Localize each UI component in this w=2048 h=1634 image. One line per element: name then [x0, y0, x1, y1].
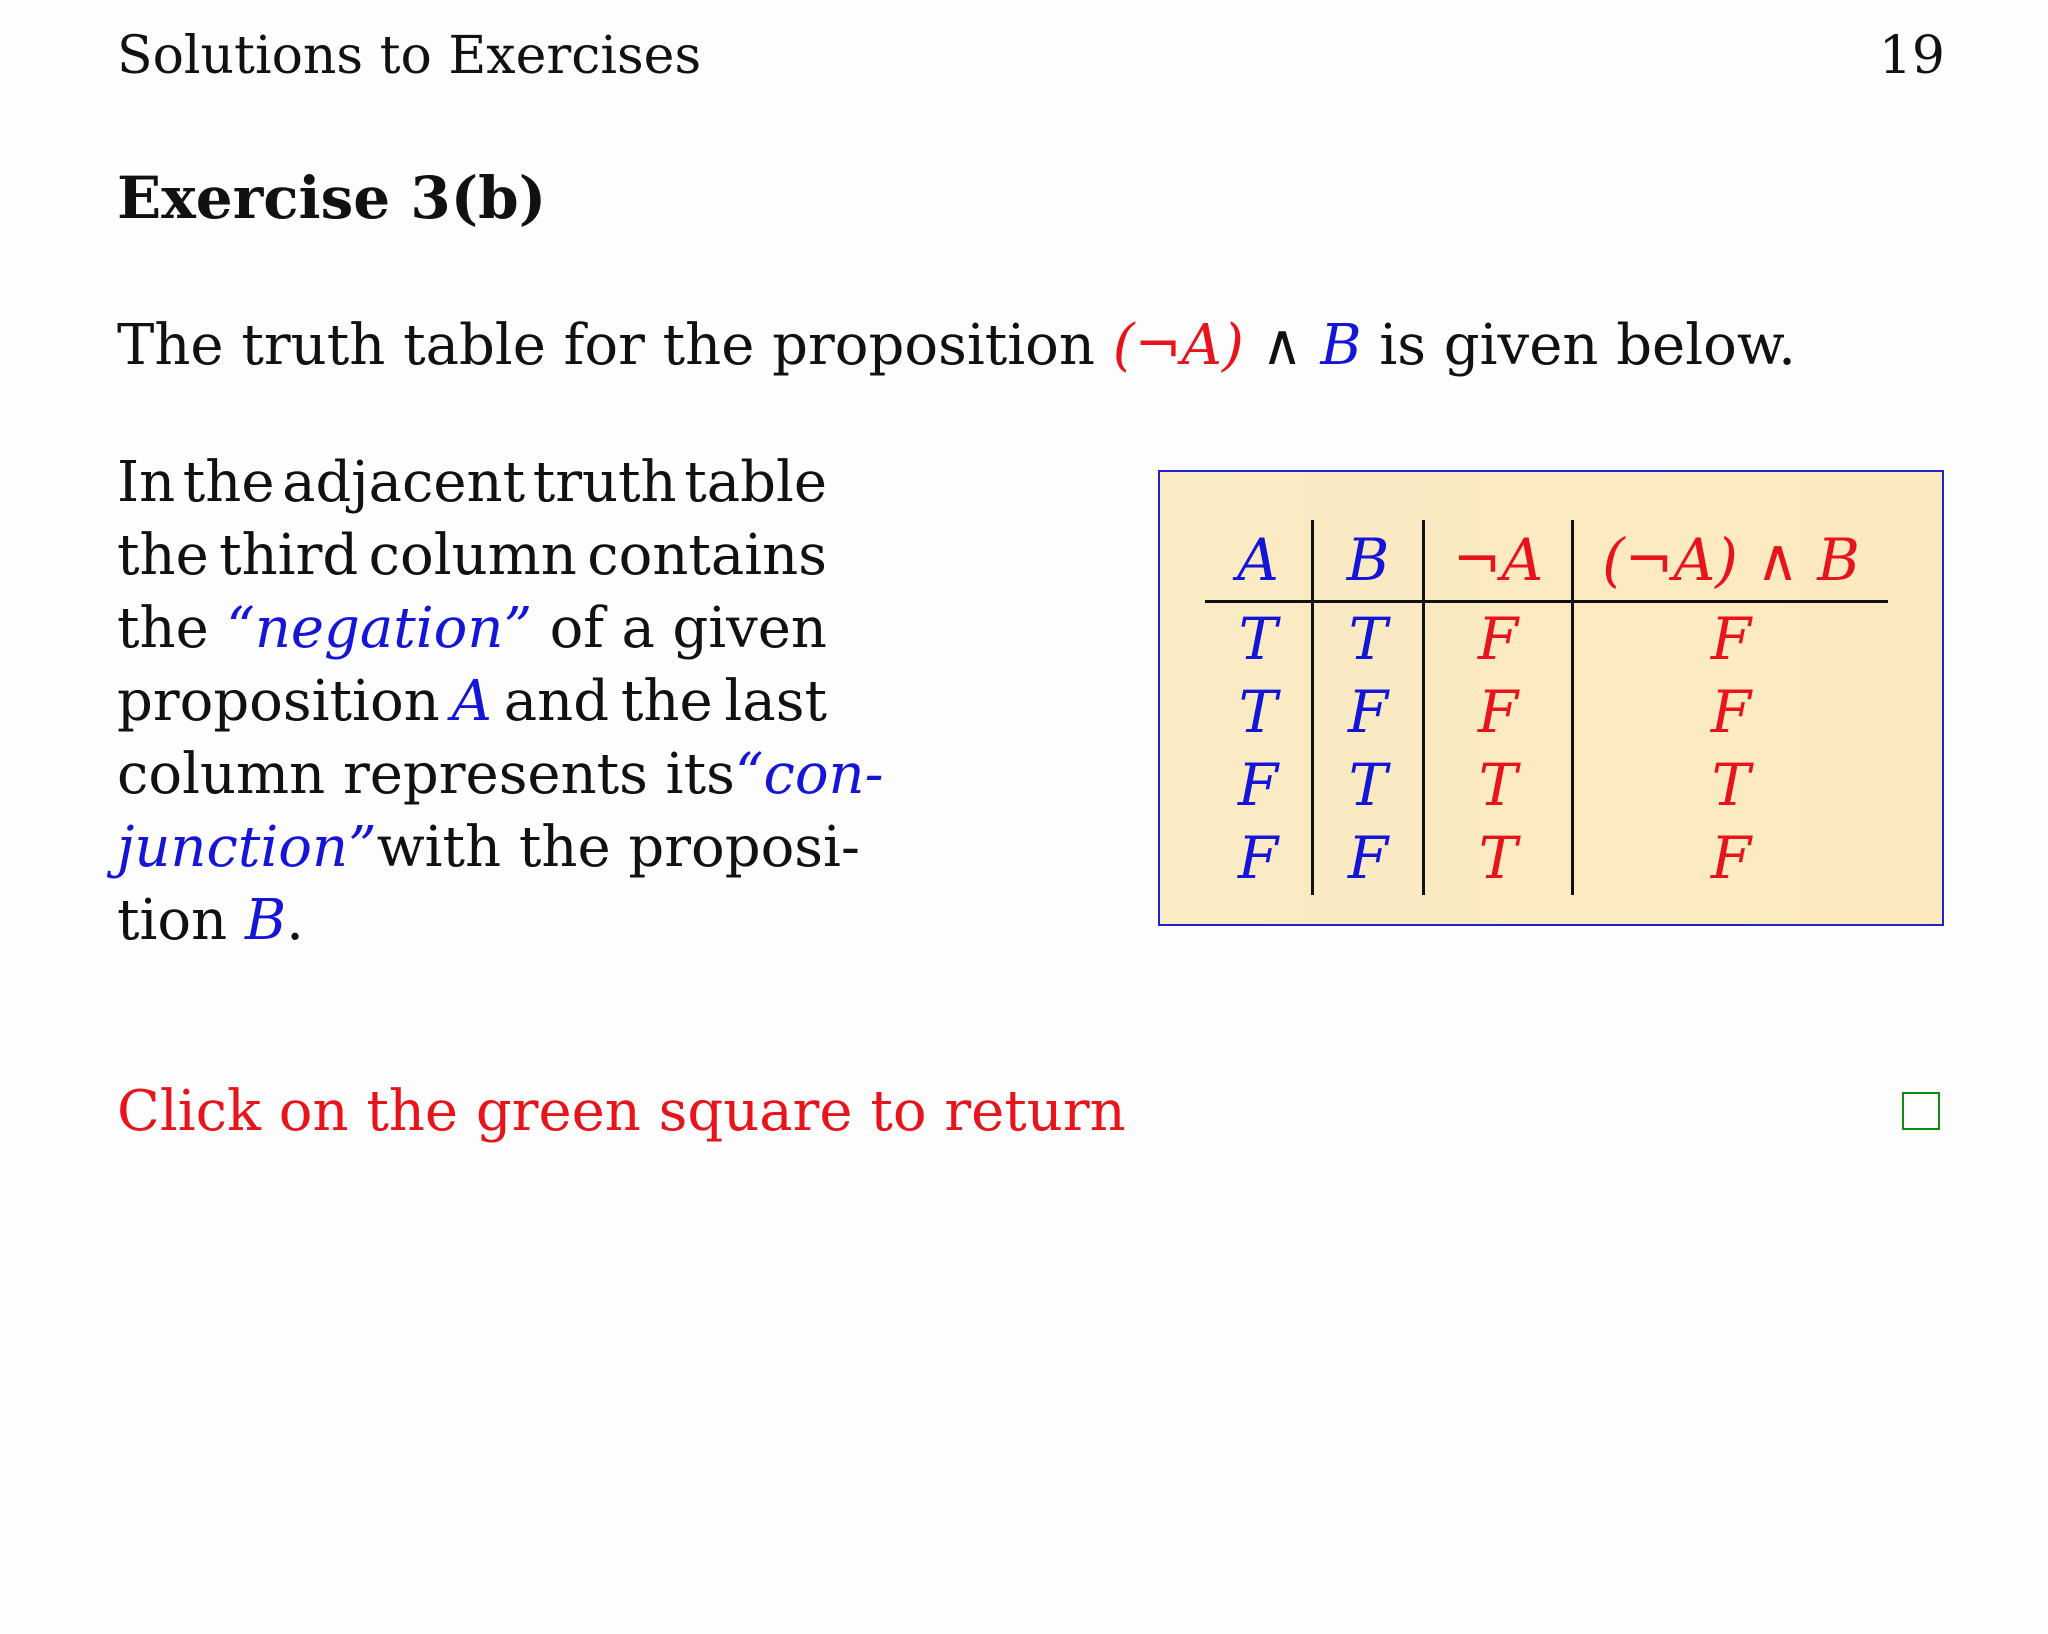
header-not-a-and-b: (¬A) ∧ B [1573, 520, 1889, 602]
intro-sentence [117, 310, 1796, 382]
truth-table [1205, 520, 1888, 895]
table-cell: T [1313, 749, 1424, 822]
running-head: Solutions to Exercises [117, 26, 702, 86]
explanation-paragraph [117, 446, 884, 957]
word: the [182, 450, 275, 515]
word: and [503, 669, 610, 734]
word: adjacent [282, 450, 526, 515]
paragraph-line [117, 884, 827, 957]
word: In [117, 450, 176, 515]
proposition-b-ref: B [245, 888, 287, 953]
paragraph-line [117, 592, 827, 665]
text: tion [117, 888, 245, 953]
period: . [286, 888, 304, 953]
table-cell: F [1710, 824, 1752, 892]
return-instruction: Click on the green square to return [117, 1079, 1126, 1144]
word: the [620, 669, 713, 734]
table-cell: F [1424, 602, 1573, 677]
proposition-b: B [1320, 313, 1362, 378]
table-cell: F [1205, 749, 1313, 822]
table-row [1205, 749, 1888, 822]
table-cell: T [1313, 602, 1424, 677]
word: the [117, 523, 209, 588]
table-cell: T [1424, 822, 1573, 895]
exercise-title: Exercise 3(b) [117, 164, 547, 232]
word: the [117, 596, 209, 661]
table-row [1205, 676, 1888, 749]
negation-term: “negation” [226, 596, 533, 661]
paragraph-line [117, 519, 827, 592]
word: of [549, 596, 605, 661]
proposition-a: A [451, 669, 492, 734]
word: given [672, 596, 827, 661]
header-b: B [1313, 520, 1424, 602]
conjunction-term-start: “con- [734, 742, 884, 807]
table-row [1205, 822, 1888, 895]
header-a: A [1205, 520, 1313, 602]
intro-text-before: The truth table for the proposition [117, 313, 1113, 378]
table-cell: T [1711, 751, 1751, 819]
word: third [219, 523, 359, 588]
table-header-row [1205, 520, 1888, 602]
truth-table-box [1158, 470, 1944, 926]
paragraph-line [117, 446, 827, 519]
table-cell: T [1424, 749, 1573, 822]
conjunction-term-end: junction” [117, 815, 377, 880]
page-number: 19 [1878, 26, 1945, 86]
table-cell: T [1205, 676, 1313, 749]
conjunction-symbol: ∧ [1243, 313, 1321, 378]
table-cell: F [1710, 678, 1752, 746]
word: proposition [117, 669, 440, 734]
word: table [684, 450, 827, 515]
word: last [724, 669, 827, 734]
text: with the proposi- [376, 815, 860, 880]
proposition-negation: (¬A) [1112, 313, 1244, 378]
word: a [621, 596, 655, 661]
word: contains [587, 523, 827, 588]
return-green-square-button[interactable] [1902, 1092, 1940, 1130]
paragraph-line [117, 811, 860, 884]
intro-text-after: is given below. [1361, 313, 1796, 378]
paragraph-line [117, 665, 827, 738]
header-not-a: ¬A [1424, 520, 1573, 602]
table-cell: T [1205, 602, 1313, 677]
table-row [1205, 602, 1888, 677]
table-cell: F [1710, 605, 1752, 673]
paragraph-line [117, 738, 884, 811]
table-cell: F [1313, 676, 1424, 749]
word: truth [532, 450, 677, 515]
table-cell: F [1313, 822, 1424, 895]
word: column [368, 523, 577, 588]
table-cell: F [1205, 822, 1313, 895]
table-cell: F [1424, 676, 1573, 749]
text: column represents its [117, 742, 735, 807]
